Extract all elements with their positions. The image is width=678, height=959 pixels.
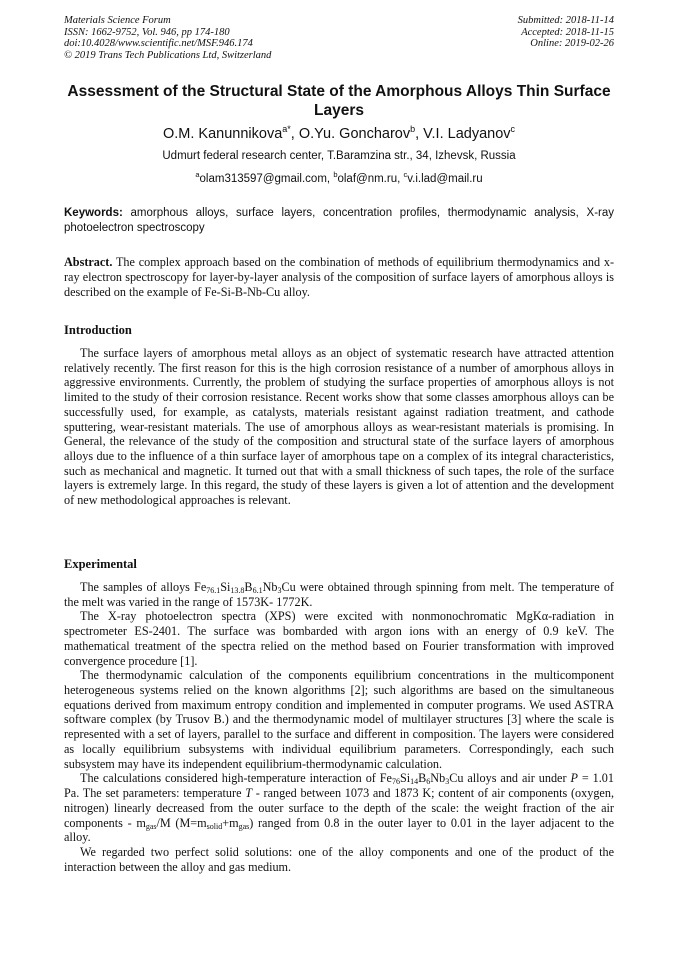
- paragraph: The thermodynamic calculation of the components equilibrium concentrations in the multicomponent heterogeneous systems relied on the known algorithms [2]; such algorithms are based on the simultaneous equations derived from maximum entropy condition and implemented in computer programs. We used ASTRA software complex (by Trusov B.) and the thermodynamic model of multilayer structures [3] where the scale is represented with a set of layers, parallel to the surface and different in composition. The layers were considered as locally equilibrium subsystems with individual equilibrium parameters. Correspondingly, each such subsystem may have its independent equilibrium-thermodynamic calculation.: [64, 668, 614, 771]
- subscript: 6.1: [252, 586, 263, 595]
- text-run: = 1.01 Pa. The set parameters: temperature: [64, 771, 614, 801]
- submitted-date: Submitted: 2018-11-14: [517, 15, 614, 26]
- paragraph: We regarded two perfect solid solutions: one of the alloy components and one of the product of the interaction between the alloy and gas medium.: [64, 844, 614, 874]
- paper-title: Assessment of the Structural State of the Amorphous Alloys Thin Surface Layers: [67, 83, 611, 119]
- keywords: [64, 206, 614, 235]
- text-run: The calculations considered high-temperature interaction of Fe: [80, 771, 392, 786]
- text-run: - ranged between 1073 and 1873 K; content of air components (oxygen, nitrogen) linearly decreased from the outer surface to the depth of the scale: the weight fraction of the air components - m: [64, 786, 614, 830]
- author-name: O.M. Kanunnikova: [162, 125, 283, 142]
- subscript: 3: [445, 777, 450, 787]
- subscript: solid: [206, 821, 223, 831]
- text-run: Cu alloys and air under: [449, 771, 571, 786]
- submission-dates: [518, 15, 614, 50]
- subscript: 3: [277, 586, 282, 595]
- introduction-heading: Introduction: [64, 323, 132, 337]
- text-run: ) ranged from 0.8 in the outer layer to 0.01 in the layer adjacent to the alloy.: [64, 815, 614, 845]
- paragraph: [64, 771, 614, 845]
- alpha-symbol: α: [541, 609, 549, 624]
- author-affil-mark: a*: [282, 124, 291, 134]
- subscript: 14: [410, 777, 419, 787]
- text-run: -radiation in spectrometer ES-2401. The surface was bombarded with argon ions with an energy of 0.9 keV. The mathematical treatment of the spectra relied on the method based on Fourier transformation with improved convergence procedure [1].: [64, 609, 614, 668]
- issn-line: ISSN: 1662-9752, Vol. 946, pp 174-180: [64, 26, 230, 38]
- paragraph: [64, 609, 614, 668]
- keywords-label: Keywords:: [64, 207, 123, 219]
- online-date: Online: 2019-02-26: [530, 38, 614, 50]
- paragraph: [64, 580, 614, 609]
- text-run: B: [244, 580, 253, 594]
- introduction-body: [64, 346, 614, 508]
- author-separator: ,: [415, 125, 424, 142]
- subscript: 76: [391, 777, 400, 787]
- text-run: Si: [399, 771, 411, 786]
- journal-name: Materials Science Forum: [64, 15, 171, 26]
- author-emails: [64, 170, 614, 185]
- email-separator: ,: [397, 172, 404, 185]
- email-mark: a: [195, 170, 200, 179]
- text-run: The samples of alloys Fe: [80, 580, 207, 594]
- text-run: /M (M=m: [156, 815, 207, 830]
- accepted-date: Accepted: 2018-11-15: [521, 26, 614, 38]
- text-run: The X-ray photoelectron spectra (XPS) were excited with nonmonochromatic MgK: [80, 609, 542, 624]
- email-separator: ,: [326, 172, 334, 185]
- author-affil-mark: b: [410, 124, 416, 134]
- author-separator: ,: [290, 125, 299, 142]
- pressure-symbol: P: [570, 771, 578, 786]
- temperature-symbol: T: [245, 786, 253, 801]
- text-run: Nb: [262, 580, 278, 594]
- text-run: Cu were obtained through spinning from melt. The temperature of the melt was varied in the range of 1573K- 1772K.: [64, 580, 614, 609]
- text-run: B: [418, 771, 427, 786]
- author-affil-mark: c: [510, 124, 516, 134]
- subscript: 76.1: [206, 586, 221, 595]
- text-run: +m: [222, 815, 239, 830]
- affiliation: Udmurt federal research center, T.Baramzina str., 34, Izhevsk, Russia: [162, 150, 516, 162]
- abstract-label: Abstract.: [64, 255, 113, 269]
- journal-info: [64, 15, 271, 61]
- email-mark: c: [403, 170, 408, 179]
- author-list: [64, 124, 614, 142]
- subscript: 13.8: [230, 586, 245, 595]
- text-run: Nb: [430, 771, 446, 786]
- author-name: O.Yu. Goncharov: [298, 125, 411, 142]
- keywords-text: amorphous alloys, surface layers, concentration profiles, thermodynamic analysis, X-ray photoelectron spectroscopy: [64, 207, 615, 234]
- email-address: olaf@nm.ru: [337, 172, 398, 185]
- abstract: [64, 255, 614, 299]
- experimental-body: [64, 580, 614, 874]
- subscript: gas: [238, 821, 250, 831]
- email-address: v.i.lad@mail.ru: [407, 172, 483, 185]
- author-name: V.I. Ladyanov: [423, 125, 511, 142]
- subscript: 6: [426, 777, 431, 787]
- abstract-text: The complex approach based on the combination of methods of equilibrium thermodynamics and x-ray electron spectroscopy for layer-by-layer analysis of the composition of surface layers of amorphous alloys is described on the example of Fe-Si-B-Nb-Cu alloy.: [64, 255, 615, 299]
- doi-line: doi:10.4028/www.scientific.net/MSF.946.174: [64, 38, 253, 50]
- paragraph: The surface layers of amorphous metal alloys as an object of systematic research have attracted attention relatively recently. The first reason for this is the high corrosion resistance of a number of amorphous alloys in aggressive environments. Currently, the problem of studying the surface properties of amorphous alloys is not limited to the study of their corrosion resistance. Recent works show that some classes amorphous alloys can be successfully used, for example, as catalysts, materials resistant against radiation treatment, and cathode sputtering, wear-resistant materials. The use of amorphous alloys as wear-resistant materials is promising. In General, the relevance of the study of the composition and structural state of the surface layers of amorphous alloys due to the influence of a thin surface layer of amorphous tape on a complex of its integral characteristics, such as mechanical and magnetic. It turned out that with a small thickness of such tapes, the role of the surface layers is extremely large. In this regard, the study of these layers is given a lot of attention and the development of new methodological approaches is relevant.: [64, 346, 614, 508]
- email-address: olam313597@gmail.com: [199, 172, 327, 185]
- text-run: Si: [220, 580, 231, 594]
- subscript: gas: [145, 821, 157, 831]
- experimental-heading: Experimental: [64, 557, 137, 571]
- email-mark: b: [333, 170, 338, 179]
- copyright-line: © 2019 Trans Tech Publications Ltd, Switzerland: [64, 49, 272, 61]
